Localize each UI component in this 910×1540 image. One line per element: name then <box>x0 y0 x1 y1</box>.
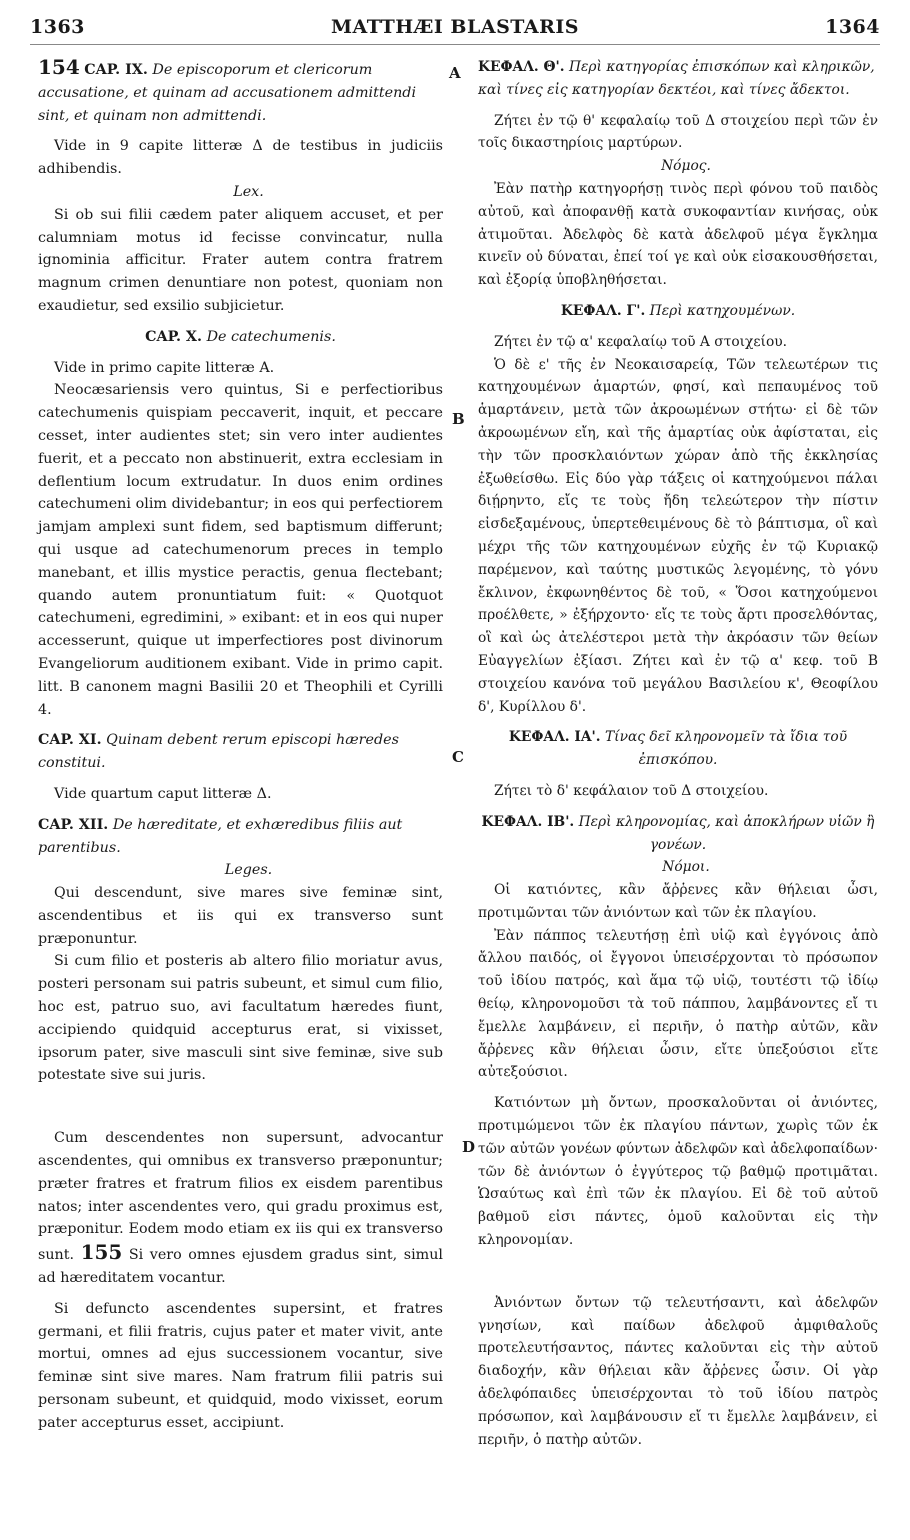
paragraph: Qui descendunt, sive mares sive feminæ sint, ascendentibus et iis qui ex transverso sunt præponuntur. <box>38 885 443 947</box>
running-head <box>30 8 880 45</box>
chapter-heading-theta <box>478 56 878 102</box>
chapter-heading-x <box>38 326 443 349</box>
chapter-title: De hæreditate, et exhæredibus filiis aut parentibus. <box>38 816 403 856</box>
margin-marker-b: B <box>452 410 465 428</box>
subheading-lex: Lex. <box>233 183 264 200</box>
chapter-title: Περὶ κατηγορίας ἐπισκόπων καὶ κληρικῶν, καὶ τίνες εἰς κατηγορίαν δεκτέοι, καὶ τίνες ἄδεκτοι. <box>478 59 875 98</box>
margin-marker-d: D <box>462 1138 476 1156</box>
paragraph: Κατιόντων μὴ ὄντων, προσκαλοῦνται οἱ ἀνιόντες, προτιμώμενοι τῶν ἐκ πλαγίου πάντων, χωρὶς τῶν ἐκ τῶν αὐτῶν γονέων φύντων ἀδελφῶν καὶ ἀδελφοπαίδων· τῶν δὲ ἀνιόντων ὁ ἐγγύτερος τῷ βαθμῷ προτιμᾶται. Ὡσαύτως καὶ ἐπὶ τῶν ἐκ πλαγίου. Εἰ δὲ τοῦ αὐτοῦ βαθμοῦ εἰσι πάντες, ὁμοῦ καλοῦνται εἰς τὴν κληρονομίαν. <box>478 1095 878 1249</box>
paragraph: Ζήτει τὸ δ' κεφάλαιον τοῦ Δ στοιχείου. <box>494 782 769 799</box>
subheading-nomoi: Νόμοι. <box>662 859 710 876</box>
paragraph: Si cum filio et posteris ab altero filio moriatur avus, posteri personam sui patris subeunt, et simul cum filio, hoc est, patruo suo, avi facultatum hæredes fiunt, accipiendo quidquid accepturus erat, si vixisset, ipsorum pater, sive masculi sint sive feminæ, sive sub potestate sive sui juris. <box>38 953 443 1084</box>
paragraph: Ζήτει ἐν τῷ θ' κεφαλαίῳ τοῦ Δ στοιχείου περὶ τῶν ἐν τοῖς δικαστηρίοις μαρτύρων. <box>478 112 878 152</box>
chapter-title: Περὶ κληρονομίας, καὶ ἀποκλήρων υἱῶν ἢ γονέων. <box>578 813 875 853</box>
margin-marker-a: A <box>449 64 461 82</box>
section-number-155: 155 <box>80 1240 123 1265</box>
paragraph-text: Si vero omnes ejusdem gradus sint, simul ad hæreditatem vocantur. <box>38 1247 443 1287</box>
paragraph <box>38 1127 443 1290</box>
margin-marker-c: C <box>452 748 464 766</box>
chapter-title: Περὶ κατηχουμένων. <box>649 302 796 319</box>
chapter-title: De catechumenis. <box>206 328 336 345</box>
chapter-label: ΚΕΦΑΛ. Γ'. <box>560 302 646 319</box>
page-number-left: 1363 <box>30 16 85 38</box>
paragraph: Οἱ κατιόντες, κἂν ἄῤῥενες κἂν θήλειαι ὦσι, προτιμῶνται τῶν ἀνιόντων καὶ τῶν ἐκ πλαγίου. <box>478 882 878 921</box>
subheading-leges: Leges. <box>224 862 273 879</box>
chapter-title: Quinam debent rerum episcopi hæredes constitui. <box>38 732 399 772</box>
greek-column <box>478 56 878 1451</box>
chapter-heading-xi <box>38 729 443 775</box>
chapter-label: CAP. XI. <box>38 732 102 749</box>
section-number-154: 154 <box>38 55 80 79</box>
chapter-title: De episcoporum et clericorum accusatione, et quinam ad accusationem admittendi sint, et quinam non admittendi. <box>38 62 417 124</box>
chapter-title: Τίνας δεῖ κληρονομεῖν τὰ ἴδια τοῦ ἐπισκόπου. <box>604 729 848 769</box>
chapter-heading-ib <box>478 811 878 857</box>
chapter-label: ΚΕΦΑΛ. ΙΑ'. <box>508 729 601 746</box>
paragraph: Ὁ δὲ ε' τῆς ἐν Νεοκαισαρείᾳ, Τῶν τελεωτέρων τις κατηχουμένων ἁμαρτών, φησί, καὶ πεπαυμένος τοῦ ἁμαρτάνειν, μετὰ τῶν ἀκροωμένων στήτω· εἰ δὲ τῶν ἀκροωμένων εἴη, καὶ τῆς ἁμαρτίας οὐκ ἀφίσταται, εἰς τὴν τῶν προσκλαιόντων χώραν ἀπὸ τῆς ἐκκλησίας ἐξωθείσθω. Εἰς δύο γὰρ τάξεις οἱ κατηχούμενοι πάλαι διῄρηντο, εἴς τε τοὺς ἤδη τελεώτερον τὴν πίστιν εἰσδεξαμένους, ὑπερτεθειμένους δὲ τὸ βάπτισμα, οἳ καὶ μέχρι τῆς τῶν κατηχουμένων εὐχῆς ἐν τῷ Κυριακῷ παρέμενον, καὶ ταύτης μυστικῶς λεγομένης, τὸ γόνυ ἔκλινον, ἐκφωνηθέντος δὲ τοῦ, « Ὅσοι κατηχούμενοι προέλθετε, » ἐξήρχοντο· εἴς τε τοὺς ἄρτι προσελθόντας, οἳ καὶ ὡς ἀτελέστεροι μετὰ τὴν ἀκρόασιν τῶν θείων Εὐαγγελίων ἐξίασι. Ζήτει καὶ ἐν τῷ α' κεφ. τοῦ Β στοιχείου κανόνα τοῦ μεγάλου Βασιλείου κ', Θεοφίλου δ', Κυρίλλου δ'. <box>478 356 878 715</box>
running-title: MATTHÆI BLASTARIS <box>330 16 580 38</box>
paragraph: Ζήτει ἐν τῷ α' κεφαλαίῳ τοῦ Α στοιχείου. <box>494 333 788 350</box>
chapter-heading-gamma <box>478 300 878 323</box>
chapter-label: CAP. IX. <box>84 62 148 78</box>
paragraph: Vide in 9 capite litteræ Δ de testibus in judiciis adhibendis. <box>38 138 443 178</box>
chapter-heading-ia <box>478 726 878 772</box>
paragraph: Ἀνιόντων ὄντων τῷ τελευτήσαντι, καὶ ἀδελφῶν γνησίων, καὶ παίδων ἀδελφοῦ ἀμφιθαλοῦς προτελευτήσαντος, πάντες καλοῦνται εἰς τὴν αὐτοῦ διαδοχήν, κἂν θήλειαι κἂν ἄῤῥενες ὦσιν. Οἱ γὰρ ἀδελφόπαιδες ὑπεισέρχονται τὸ τοῦ ἰδίου πατρὸς πρόσωπον, καὶ λαμβάνουσιν εἴ τι ἔμελλε λαμβάνειν, εἰ περιῆν, ὁ πατὴρ αὐτῶν. <box>478 1294 878 1448</box>
chapter-heading-xii <box>38 814 443 860</box>
page-number-right: 1364 <box>825 16 880 38</box>
paragraph-text: Cum descendentes non supersunt, advocantur ascendentes, qui omnibus ex transverso præponuntur; præter fratres et fratrum filios ex eisdem parentibus natos; inter ascendentes vero, qui gradu proximus est, præponitur. Eodem modo etiam ex iis qui ex transverso sunt. <box>38 1130 443 1264</box>
paragraph: Ἐὰν πάππος τελευτήσῃ ἐπὶ υἱῷ καὶ ἐγγόνοις ἀπὸ ἄλλου παιδός, οἱ ἔγγονοι ὑπεισέρχονται τὸ πρόσωπον τοῦ ἰδίου πατρός, καὶ ἅμα τῷ υἱῷ, τουτέστι τῷ ἰδίῳ θείῳ, κληρονομοῦσι τὰ τοῦ πάππου, λαμβάνοντες εἴ τι ἔμελλε λαμβάνειν, εἰ περιῆν, ὁ πατὴρ αὐτῶν, κἂν ἄῤῥενες κἂν θήλειαι ὦσιν, εἴτε ὑπεξούσιοι εἴτε αὐτεξούσιοι. <box>478 927 878 1081</box>
paragraph: Neocæsariensis vero quintus, Si e perfectioribus catechumenis quispiam peccaverit, inquit, et peccare cesset, inter audientes stet; sin vero inter audientes fuerit, et a peccato non abstinuerit, extra ecclesiam in deflentium locum extrudatur. In duos enim ordines catechumeni olim dividebantur; in eos qui perfectiorem jamjam amplexi sunt fidem, sed baptismum differunt; qui usque ad catechumenorum preces in templo manebant, et illis mystice peractis, genua flectebant; quando autem pronuntiatum fuit: « Quotquot catechumeni, egredimini, » exibant: et in eos qui nuper accesserunt, quique ut imperfectiores post divinorum Evangeliorum auditionem exibant. Vide in primo capit. litt. B canonem magni Basilii 20 et Theophili et Cyrilli 4. <box>38 382 443 718</box>
latin-column <box>38 56 443 1435</box>
chapter-label: CAP. XII. <box>38 816 109 833</box>
paragraph: Si defuncto ascendentes supersint, et fratres germani, et filii fratris, cujus pater et mater vivit, ante mortui, omnes ad ejus successionem vocantur, sive feminæ sint sive mares. Nam fratrum filii patris sui personam subeunt, et quidquid, modo vixisset, eorum pater accepturus esset, accipiunt. <box>38 1300 443 1431</box>
chapter-label: ΚΕΦΑΛ. Θ'. <box>478 59 565 75</box>
subheading-nomos: Νόμος. <box>661 158 711 175</box>
paragraph: Si ob sui filii cædem pater aliquem accuset, et per calumniam motus id fecisse convincatur, nulla ignominia afficitur. Frater autem contra fratrem magnum crimen denuntiare non potest, quoniam non exaudietur, sed exsilio subjicietur. <box>38 206 443 314</box>
chapter-label: CAP. X. <box>145 328 203 345</box>
chapter-label: ΚΕΦΑΛ. ΙΒ'. <box>481 813 575 830</box>
chapter-heading-ix <box>38 56 443 127</box>
paragraph: Vide quartum caput litteræ Δ. <box>54 785 272 802</box>
paragraph: Vide in primo capite litteræ A. <box>54 359 275 376</box>
paragraph: Ἐὰν πατὴρ κατηγορήσῃ τινὸς περὶ φόνου τοῦ παιδὸς αὐτοῦ, καὶ ἀποφανθῇ κατὰ συκοφαντίαν κινήσας, οὐκ ἀτιμοῦται. Ἀδελφὸς δὲ κατὰ ἀδελφοῦ μέγα ἔγκλημα κινεῖν οὐ δύναται, ἐπεί τοί γε καὶ οὐκ εἰσακουσθήσεται, καὶ ἐξορίᾳ ὑποβληθήσεται. <box>478 180 878 289</box>
